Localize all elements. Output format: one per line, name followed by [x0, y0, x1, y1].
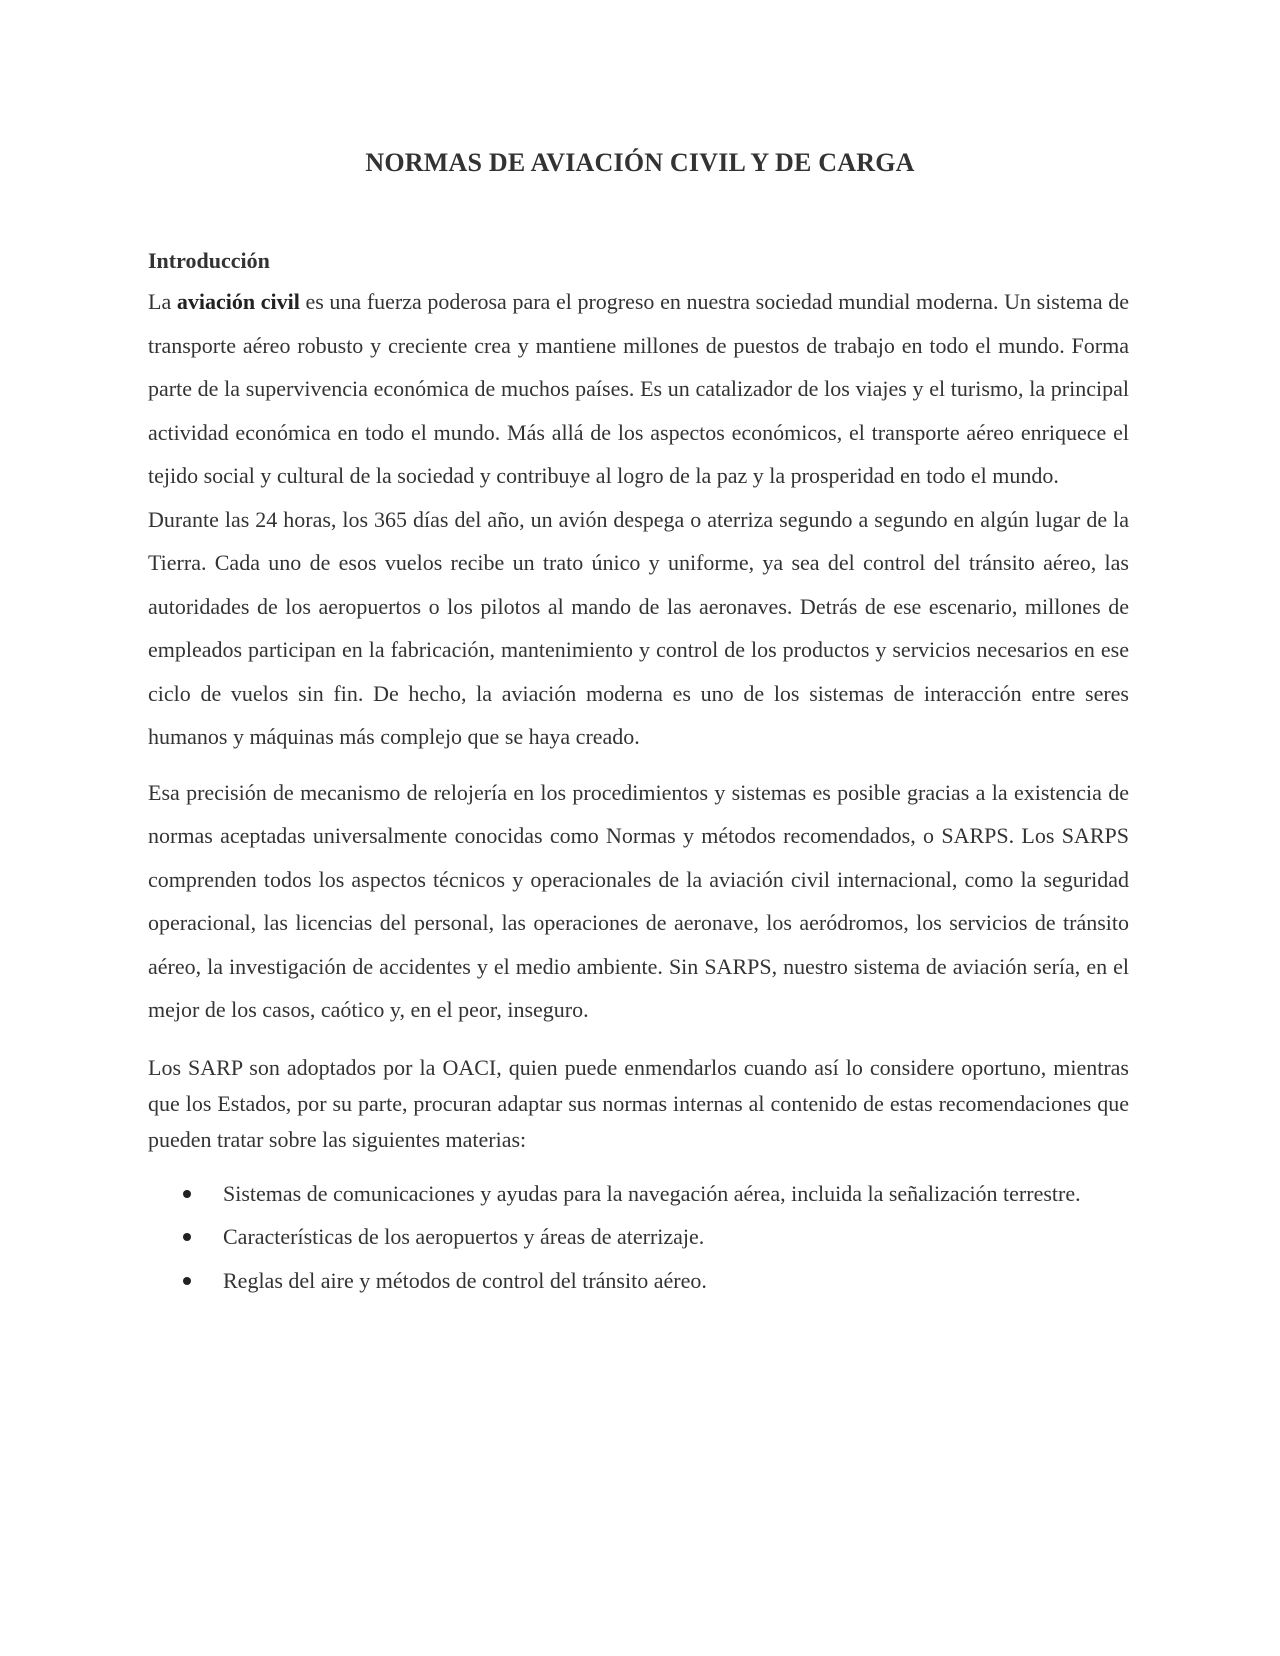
paragraph-3: Esa precisión de mecanismo de relojería en los procedimientos y sistemas es posible gracias a la existencia de normas aceptadas universalmente conocidas como Normas y métodos recomendados, o SARPS. Los SARPS comprenden todos los aspectos técnicos y operacionales de la aviación civil internacional, como la seguridad operacional, las licencias del personal, las operaciones de aeronave, los aeródromos, los servicios de tránsito aéreo, la investigación de accidentes y el medio ambiente. Sin SARPS, nuestro sistema de aviación sería, en el mejor de los casos, caótico y, en el peor, inseguro.	[148, 779, 1129, 1022]
list-item	[148, 1172, 1129, 1216]
list-item-text: Sistemas de comunicaciones y ayudas para la navegación aérea, incluida la señalización terrestre.	[223, 1180, 1081, 1206]
document-body	[148, 246, 1129, 1302]
paragraph-1-lead: La	[148, 289, 177, 314]
list-item	[148, 1215, 1129, 1259]
list-item-text: Reglas del aire y métodos de control del tránsito aéreo.	[223, 1267, 707, 1293]
paragraph-4: Los SARP son adoptados por la OACI, quien puede enmendarlos cuando así lo considere oportuno, mientras que los Estados, por su parte, procuran adaptar sus normas internas al contenido de estas recomendaciones que pueden tratar sobre las siguientes materias:	[148, 1054, 1129, 1152]
bullet-icon	[183, 1190, 191, 1198]
bullet-icon	[183, 1233, 191, 1241]
subject-list	[148, 1172, 1129, 1303]
section-heading-introduction: Introducción	[148, 248, 270, 273]
list-item	[148, 1259, 1129, 1303]
paragraph-1-rest: es una fuerza poderosa para el progreso en nuestra sociedad mundial moderna. Un sistema de transporte aéreo robusto y creciente crea y mantiene millones de puestos de trabajo en todo el mundo. Forma parte de la supervivencia económica de muchos países. Es un catalizador de los viajes y el turismo, la principal actividad económica en todo el mundo. Más allá de los aspectos económicos, el transporte aéreo enriquece el tejido social y cultural de la sociedad y contribuye al logro de la paz y la prosperidad en todo el mundo.	[148, 289, 1130, 488]
paragraph-1-bold-term: aviación civil	[176, 289, 300, 314]
bullet-icon	[183, 1277, 191, 1285]
paragraph-2: Durante las 24 horas, los 365 días del año, un avión despega o aterriza segundo a segundo en algún lugar de la Tierra. Cada uno de esos vuelos recibe un trato único y uniforme, ya sea del control del tránsito aéreo, las autoridades de los aeropuertos o los pilotos al mando de las aeronaves. Detrás de ese escenario, millones de empleados participan en la fabricación, mantenimiento y control de los productos y servicios necesarios en ese ciclo de vuelos sin fin. De hecho, la aviación moderna es uno de los sistemas de interacción entre seres humanos y máquinas más complejo que se haya creado.	[148, 506, 1129, 749]
list-item-text: Características de los aeropuertos y áreas de aterrizaje.	[223, 1224, 705, 1249]
paragraph-1	[148, 280, 1129, 498]
document-title: NORMAS DE AVIACIÓN CIVIL Y DE CARGA	[365, 148, 915, 177]
